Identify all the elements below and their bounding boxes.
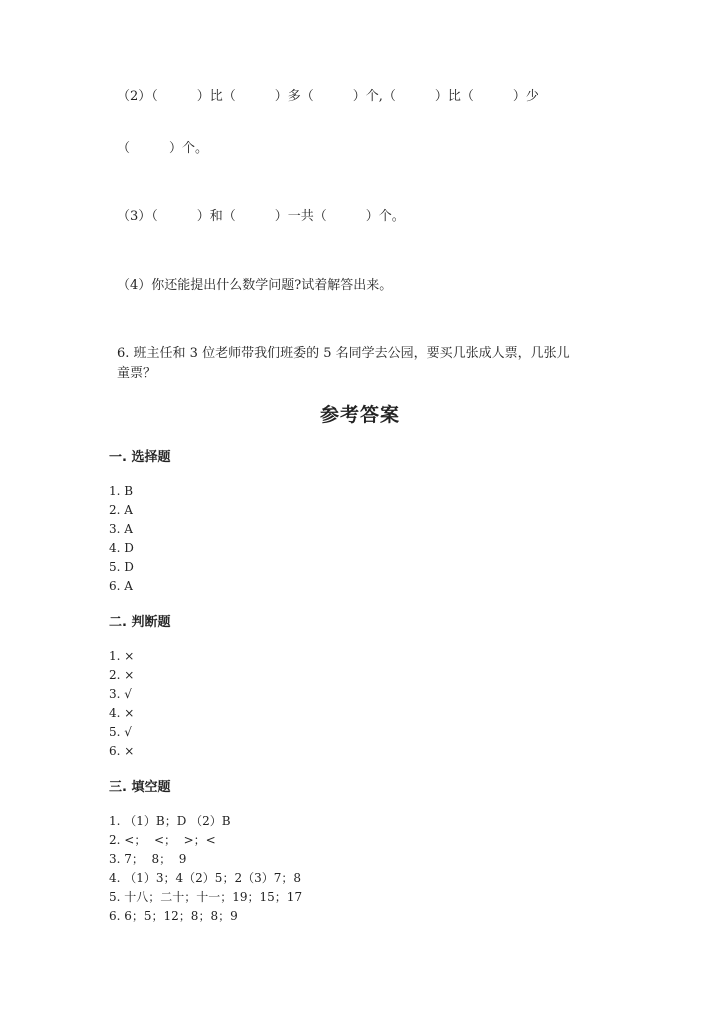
list-item: 1. （1）B；D （2）B — [109, 814, 231, 828]
list-item: 2. A — [109, 503, 133, 517]
question-4: （4）你还能提出什么数学问题?试着解答出来。 — [117, 278, 393, 293]
list-item: 4. （1）3；4（2）5；2（3）7；8 — [109, 871, 301, 885]
list-item: 4. D — [109, 541, 134, 555]
list-item: 6. × — [109, 744, 135, 758]
question-6-line-2: 童票？ — [117, 366, 157, 381]
section-heading-fill-blank: 三. 填空题 — [109, 780, 171, 795]
list-item: 1. B — [109, 484, 134, 498]
list-item: 3. 7； 8； 9 — [109, 852, 187, 866]
answer-list-choice — [109, 482, 134, 596]
list-item: 2. <； <； >；< — [109, 833, 216, 847]
answer-list-fill-blank — [109, 812, 302, 926]
list-item: 1. × — [109, 649, 135, 663]
list-item: 6. A — [109, 579, 133, 593]
list-item: 3. A — [109, 522, 133, 536]
list-item: 2. × — [109, 668, 135, 682]
list-item: 5. √ — [109, 725, 132, 739]
list-item: 6. 6；5；12；8；8；9 — [109, 909, 238, 923]
list-item: 4. × — [109, 706, 135, 720]
list-item: 5. 十八；二十；十一；19；15；17 — [109, 890, 303, 904]
answer-list-judgement — [109, 647, 134, 761]
question-3: （3）（ ）和（ ）一共（ ）个。 — [117, 209, 405, 224]
list-item: 5. D — [109, 560, 134, 574]
answer-key-title: 参考答案 — [319, 404, 400, 426]
question-2-line-1: （2）（ ）比（ ）多（ ）个,（ ）比（ ）少 — [117, 89, 539, 104]
list-item: 3. √ — [109, 687, 132, 701]
section-heading-judgement: 二. 判断题 — [109, 615, 171, 630]
question-6-line-1: 6. 班主任和 3 位老师带我们班委的 5 名同学去公园，要买几张成人票，几张儿 — [117, 346, 570, 361]
question-2-line-2: （ ）个。 — [117, 141, 209, 156]
section-heading-choice: 一. 选择题 — [109, 450, 171, 465]
